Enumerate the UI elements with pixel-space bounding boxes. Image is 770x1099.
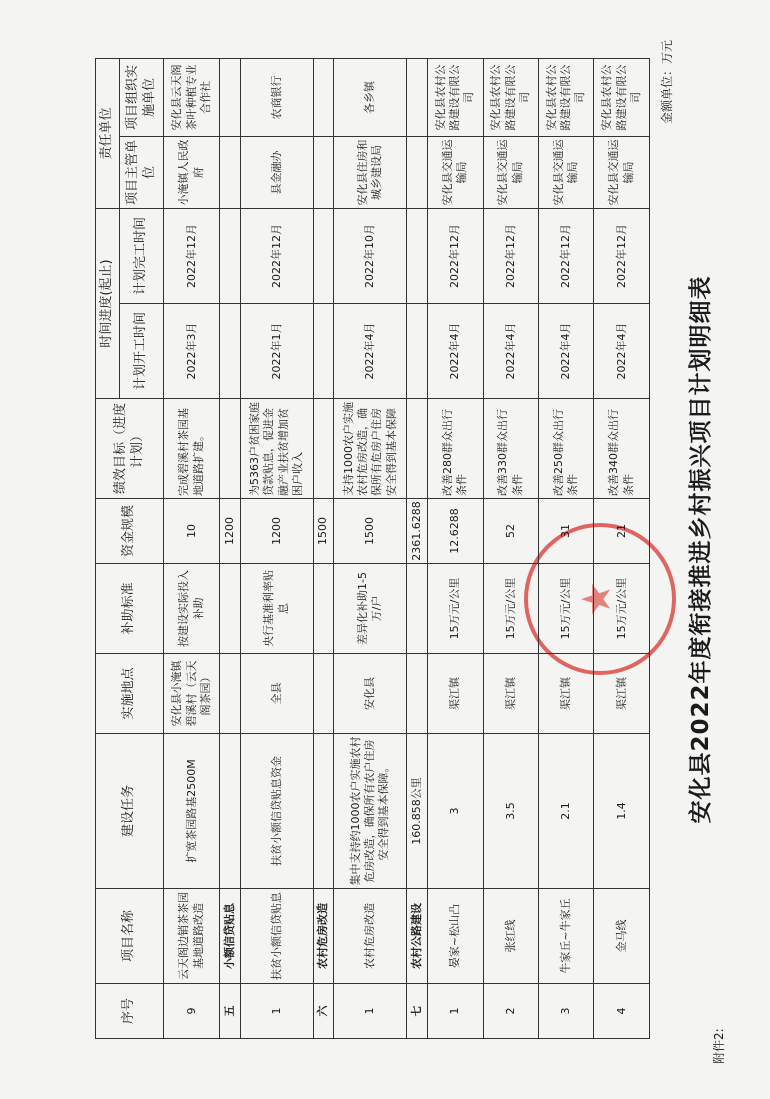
row-location: 渠江镇 bbox=[483, 654, 538, 734]
row-task: 集中支持约1000农户实施农村危房改造，确保所有农户住房安全得到基本保障。 bbox=[334, 734, 407, 889]
row-seq: 1 bbox=[428, 984, 483, 1039]
row-seq: 1 bbox=[240, 984, 313, 1039]
row-plan-start: 2022年4月 bbox=[594, 304, 650, 399]
row-fund-scale: 2361.6288 bbox=[407, 499, 428, 564]
row-task bbox=[313, 734, 334, 889]
row-competent-unit: 小淹镇人民政府 bbox=[164, 137, 219, 209]
row-seq: 六 bbox=[313, 984, 334, 1039]
row-plan-start: 2022年1月 bbox=[240, 304, 313, 399]
table-row bbox=[240, 58, 313, 1038]
row-project-name: 小额信贷贴息 bbox=[219, 889, 240, 984]
header-plan-start: 计划开工时间 bbox=[120, 304, 164, 399]
row-seq: 9 bbox=[164, 984, 219, 1039]
row-plan-end: 2022年12月 bbox=[538, 209, 593, 304]
row-competent-unit: 安化县交通运输局 bbox=[483, 137, 538, 209]
table-row bbox=[538, 58, 593, 1038]
header-subsidy-standard: 补助标准 bbox=[96, 564, 164, 654]
row-fund-scale: 1500 bbox=[334, 499, 407, 564]
table-section-row bbox=[313, 58, 334, 1038]
row-plan-end bbox=[407, 209, 428, 304]
row-competent-unit: 安化县交通运输局 bbox=[538, 137, 593, 209]
row-implementing-unit bbox=[313, 58, 334, 136]
attachment-label: 附件2: bbox=[712, 1028, 726, 1064]
header-responsible-unit: 责任单位 bbox=[96, 58, 120, 208]
row-task: 扶贫小额信贷贴息资金 bbox=[240, 734, 313, 889]
header-seq: 序号 bbox=[96, 984, 164, 1039]
header-performance-goal: 绩效目标（进度计划） bbox=[96, 399, 164, 499]
header-competent-unit: 项目主管单位 bbox=[120, 137, 164, 209]
table-row bbox=[164, 58, 219, 1038]
row-performance-goal bbox=[219, 399, 240, 499]
row-performance-goal: 改善250群众出行条件 bbox=[538, 399, 593, 499]
row-competent-unit: 安化县住房和城乡建设局 bbox=[334, 137, 407, 209]
row-task bbox=[219, 734, 240, 889]
row-project-name: 云天阁边销茶茶园基地道路改造 bbox=[164, 889, 219, 984]
row-task: 3 bbox=[428, 734, 483, 889]
row-performance-goal bbox=[407, 399, 428, 499]
row-performance-goal: 为5363户贫困家庭贷款贴息，促进金融产业扶贫增加贫困户收入 bbox=[240, 399, 313, 499]
row-competent-unit bbox=[219, 137, 240, 209]
header-fund-scale: 资金规模 bbox=[96, 499, 164, 564]
row-implementing-unit: 安化县农村公路建设有限公司 bbox=[538, 58, 593, 136]
row-plan-end: 2022年10月 bbox=[334, 209, 407, 304]
row-implementing-unit bbox=[219, 58, 240, 136]
row-subsidy-standard: 15万元/公里 bbox=[538, 564, 593, 654]
row-implementing-unit: 安化县农村公路建设有限公司 bbox=[483, 58, 538, 136]
table-row bbox=[334, 58, 407, 1038]
row-project-name: 张红线 bbox=[483, 889, 538, 984]
row-location bbox=[219, 654, 240, 734]
row-plan-start: 2022年4月 bbox=[428, 304, 483, 399]
row-task: 160.858公里 bbox=[407, 734, 428, 889]
unit-note: 金额单位：万元 bbox=[660, 40, 674, 125]
row-plan-start bbox=[219, 304, 240, 399]
row-task: 1.4 bbox=[594, 734, 650, 889]
row-plan-start bbox=[313, 304, 334, 399]
row-fund-scale: 1500 bbox=[313, 499, 334, 564]
row-performance-goal: 改善340群众出行条件 bbox=[594, 399, 650, 499]
row-project-name: 牛家丘~牛家丘 bbox=[538, 889, 593, 984]
row-project-name: 农村公路建设 bbox=[407, 889, 428, 984]
table-body bbox=[96, 58, 650, 1038]
row-implementing-unit: 安化县农村公路建设有限公司 bbox=[594, 58, 650, 136]
row-seq: 七 bbox=[407, 984, 428, 1039]
row-fund-scale: 31 bbox=[538, 499, 593, 564]
header-plan-end: 计划完工时间 bbox=[120, 209, 164, 304]
row-plan-start: 2022年3月 bbox=[164, 304, 219, 399]
row-subsidy-standard: 15万元/公里 bbox=[594, 564, 650, 654]
row-location: 渠江镇 bbox=[428, 654, 483, 734]
row-location: 安化县小淹镇碧溪村（云天阁茶园） bbox=[164, 654, 219, 734]
row-location bbox=[313, 654, 334, 734]
row-fund-scale: 12.6288 bbox=[428, 499, 483, 564]
row-project-name: 扶贫小额信贷贴息 bbox=[240, 889, 313, 984]
row-task: 2.1 bbox=[538, 734, 593, 889]
row-fund-scale: 10 bbox=[164, 499, 219, 564]
row-subsidy-standard: 差异化补助1-5万/户 bbox=[334, 564, 407, 654]
row-plan-end: 2022年12月 bbox=[594, 209, 650, 304]
row-competent-unit: 县金融办 bbox=[240, 137, 313, 209]
row-plan-end: 2022年12月 bbox=[240, 209, 313, 304]
row-location: 渠江镇 bbox=[594, 654, 650, 734]
row-implementing-unit: 各乡镇 bbox=[334, 58, 407, 136]
row-task: 3.5 bbox=[483, 734, 538, 889]
row-location: 渠江镇 bbox=[538, 654, 593, 734]
header-time-progress: 时间进度(起止) bbox=[96, 209, 120, 399]
row-fund-scale: 52 bbox=[483, 499, 538, 564]
row-performance-goal: 完成碧溪村茶园基地道路扩建。 bbox=[164, 399, 219, 499]
row-performance-goal: 支持1000农户实施农村危房改造，确保所有危房户住房安全得到基本保障 bbox=[334, 399, 407, 499]
row-subsidy-standard bbox=[313, 564, 334, 654]
row-plan-end bbox=[313, 209, 334, 304]
row-competent-unit: 安化县交通运输局 bbox=[594, 137, 650, 209]
row-plan-start: 2022年4月 bbox=[334, 304, 407, 399]
row-seq: 1 bbox=[334, 984, 407, 1039]
row-fund-scale: 1200 bbox=[219, 499, 240, 564]
document-title: 安化县2022年度衔接推进乡村振兴项目计划明细表 bbox=[688, 275, 714, 824]
row-implementing-unit bbox=[407, 58, 428, 136]
row-performance-goal: 改善280群众出行条件 bbox=[428, 399, 483, 499]
row-project-name: 农村危房改造 bbox=[334, 889, 407, 984]
header-task: 建设任务 bbox=[96, 734, 164, 889]
row-subsidy-standard: 按建设实际投入补助 bbox=[164, 564, 219, 654]
row-fund-scale: 1200 bbox=[240, 499, 313, 564]
table-row bbox=[594, 58, 650, 1038]
row-performance-goal: 改善330群众出行条件 bbox=[483, 399, 538, 499]
row-seq: 3 bbox=[538, 984, 593, 1039]
row-plan-end: 2022年12月 bbox=[164, 209, 219, 304]
row-plan-end: 2022年12月 bbox=[483, 209, 538, 304]
table-section-row bbox=[219, 58, 240, 1038]
svg-text:★: ★ bbox=[574, 581, 620, 617]
row-plan-start bbox=[407, 304, 428, 399]
project-plan-table bbox=[95, 58, 650, 1039]
row-competent-unit bbox=[313, 137, 334, 209]
table-row bbox=[428, 58, 483, 1038]
row-plan-start: 2022年4月 bbox=[483, 304, 538, 399]
row-subsidy-standard bbox=[219, 564, 240, 654]
table-row bbox=[483, 58, 538, 1038]
row-subsidy-standard bbox=[407, 564, 428, 654]
row-subsidy-standard: 央行基准利率贴息 bbox=[240, 564, 313, 654]
row-implementing-unit: 安化县农村公路建设有限公司 bbox=[428, 58, 483, 136]
row-competent-unit: 安化县交通运输局 bbox=[428, 137, 483, 209]
row-location: 全县 bbox=[240, 654, 313, 734]
row-seq: 2 bbox=[483, 984, 538, 1039]
row-fund-scale: 21 bbox=[594, 499, 650, 564]
row-project-name: 农村危房改造 bbox=[313, 889, 334, 984]
row-implementing-unit: 农商银行 bbox=[240, 58, 313, 136]
row-plan-start: 2022年4月 bbox=[538, 304, 593, 399]
table-section-row bbox=[407, 58, 428, 1038]
header-project-name: 项目名称 bbox=[96, 889, 164, 984]
row-subsidy-standard: 15万元/公里 bbox=[428, 564, 483, 654]
row-plan-end bbox=[219, 209, 240, 304]
row-project-name: 金马线 bbox=[594, 889, 650, 984]
row-seq: 4 bbox=[594, 984, 650, 1039]
row-competent-unit bbox=[407, 137, 428, 209]
row-task: 扩宽茶园路基2500M bbox=[164, 734, 219, 889]
row-location: 安化县 bbox=[334, 654, 407, 734]
row-performance-goal bbox=[313, 399, 334, 499]
row-seq: 五 bbox=[219, 984, 240, 1039]
row-subsidy-standard: 15万元/公里 bbox=[483, 564, 538, 654]
row-project-name: 晏家~松山凸 bbox=[428, 889, 483, 984]
table-header-row-1 bbox=[96, 58, 120, 1038]
header-implementing-unit: 项目组织实施单位 bbox=[120, 58, 164, 136]
header-location: 实施地点 bbox=[96, 654, 164, 734]
row-plan-end: 2022年12月 bbox=[428, 209, 483, 304]
row-location bbox=[407, 654, 428, 734]
row-implementing-unit: 安化县云天阁茶叶种植专业合作社 bbox=[164, 58, 219, 136]
